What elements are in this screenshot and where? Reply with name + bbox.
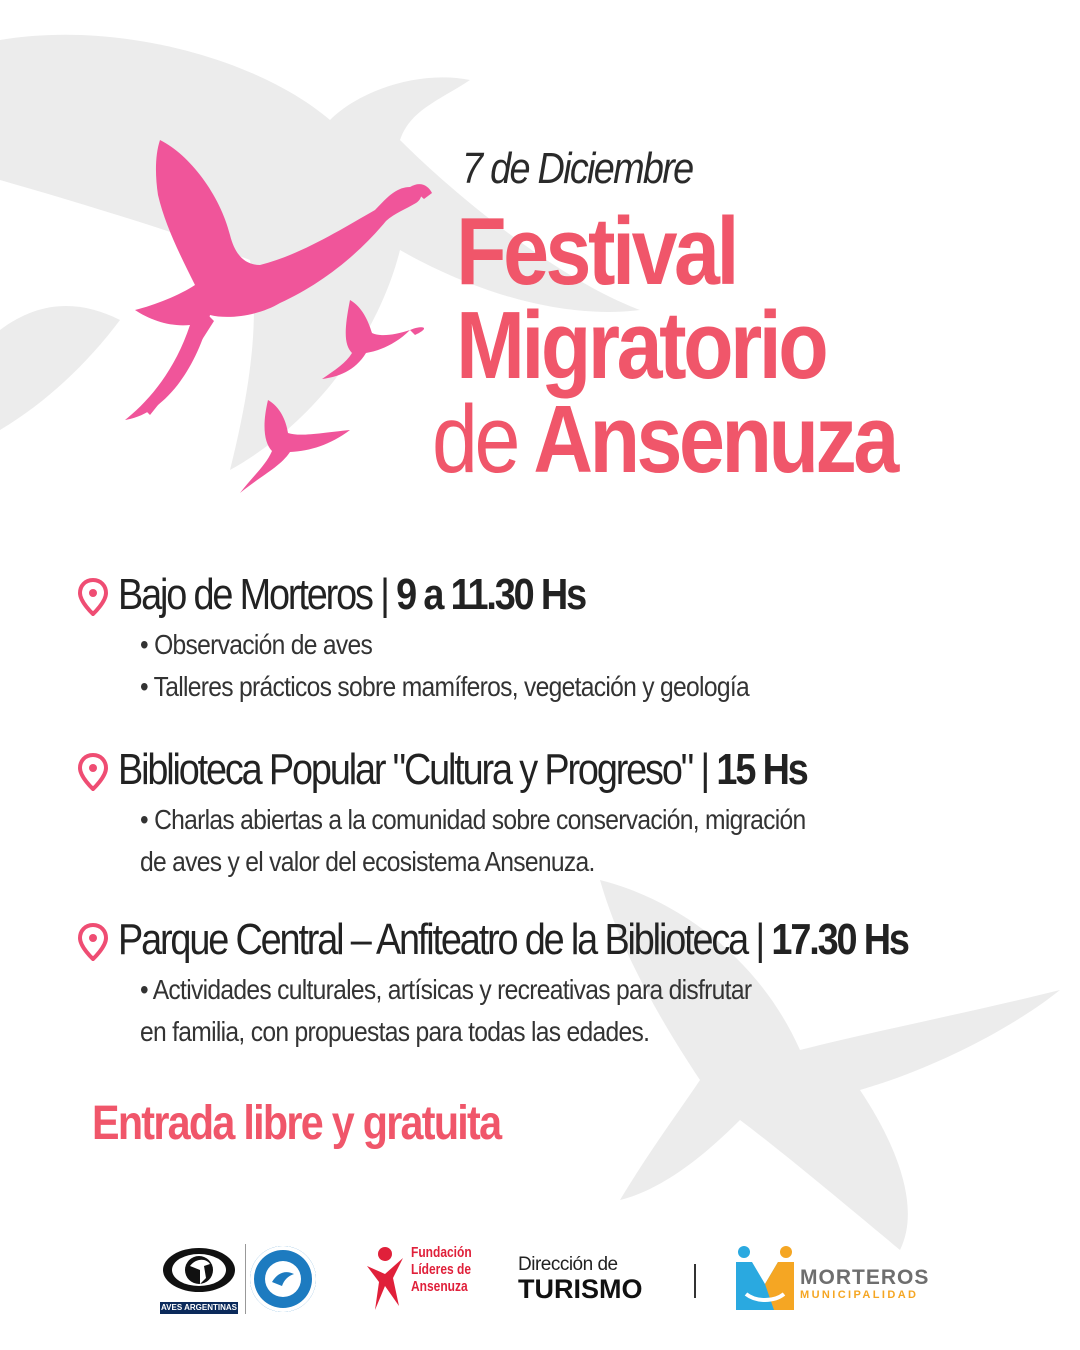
aves-argentinas-label: AVES ARGENTINAS — [160, 1303, 237, 1312]
fundacion-line: Fundación — [411, 1244, 472, 1261]
event-place-name: Bajo de Morteros | — [118, 570, 397, 619]
event-date: 7 de Diciembre — [462, 144, 693, 193]
title-line-3 — [432, 386, 965, 493]
event-time: 15 Hs — [716, 745, 807, 794]
event-time: 9 a 11.30 Hs — [396, 570, 585, 619]
event-description — [140, 799, 844, 883]
morteros-m-icon — [734, 1244, 796, 1314]
event-item-biblioteca-popular — [78, 745, 1038, 883]
title-line-1: Festival — [456, 198, 737, 305]
sponsor-logos — [0, 1230, 1080, 1330]
municipalidad-label: MUNICIPALIDAD — [800, 1289, 919, 1301]
title-line-2: Migratorio — [456, 292, 826, 399]
event-description — [140, 624, 844, 708]
event-item-parque-central — [78, 915, 1038, 1053]
event-time: 17.30 Hs — [771, 915, 908, 964]
location-pin-icon — [78, 923, 108, 961]
people-icon — [363, 1244, 409, 1314]
fundacion-line: Ansenuza — [411, 1278, 468, 1295]
fundacion-line: Líderes de — [411, 1261, 472, 1278]
event-description — [140, 969, 844, 1053]
logo-divider — [245, 1244, 246, 1314]
event-description-line: • Actividades culturales, artísicas y recreativas para disfrutar — [140, 974, 752, 1005]
partner-seal-logo — [250, 1246, 316, 1312]
event-place — [118, 745, 807, 795]
logo-divider — [694, 1264, 696, 1298]
event-place — [118, 915, 908, 965]
fundacion-lideres-logo — [363, 1244, 473, 1320]
event-description-line: • Charlas abiertas a la comunidad sobre conservación, migración — [140, 804, 806, 835]
location-pin-icon — [78, 578, 108, 616]
seal-bird-icon — [250, 1246, 316, 1312]
event-description-line: de aves y el valor del ecosistema Ansenuza. — [140, 846, 595, 877]
event-place-name: Biblioteca Popular "Cultura y Progreso" | — [118, 745, 717, 794]
event-description-line: • Talleres prácticos sobre mamíferos, vegetación y geología — [140, 671, 749, 702]
location-pin-icon — [78, 753, 108, 791]
event-item-bajo-de-morteros — [78, 570, 1038, 708]
morteros-municipalidad-logo — [734, 1244, 954, 1314]
title-line-3-de: de — [432, 386, 517, 493]
event-place-name: Parque Central – Anfiteatro de la Biblioteca | — [118, 915, 772, 964]
turismo-line-1: Dirección de — [518, 1254, 618, 1275]
aves-argentinas-logo — [160, 1244, 238, 1314]
event-place — [118, 570, 585, 620]
direccion-turismo-logo — [518, 1254, 643, 1305]
event-description-line: • Observación de aves — [140, 629, 373, 660]
event-description-line: en familia, con propuestas para todas las edades. — [140, 1016, 650, 1047]
free-entry-label: Entrada libre y gratuita — [92, 1097, 501, 1150]
turismo-line-2: TURISMO — [518, 1274, 643, 1304]
morteros-name: MORTEROS — [800, 1266, 930, 1289]
flamingo-illustration — [110, 115, 440, 515]
festival-title — [432, 198, 1052, 493]
title-line-3-ansenuza: Ansenuza — [533, 386, 896, 493]
eye-bird-icon — [160, 1244, 238, 1300]
